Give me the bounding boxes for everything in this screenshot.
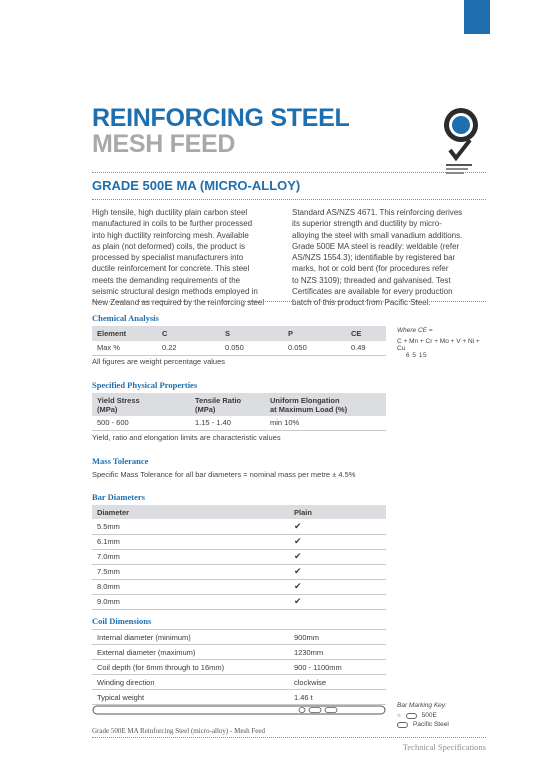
check-icon: ✔ bbox=[289, 534, 386, 549]
coil-dimensions-title: Coil Dimensions bbox=[92, 616, 152, 626]
bar-marking-key: Bar Marking Key: ○ 500E Pacific Steel bbox=[397, 702, 449, 728]
chemical-note: All figures are weight percentage values bbox=[92, 357, 225, 366]
intro-text-left: High tensile, high ductility plain carbon steel manufactured in coils to be further processed into high ductility reinforcing mesh. Available as plain (not deformed) coils, the product is processed by specialist manufacturers into ductile reinforcement for concrete. This steel meets the demanding requirements of the seismic structural design methods employed in New Zealand as required by the reinforcing steel bbox=[92, 208, 265, 308]
page-title: REINFORCING STEEL bbox=[92, 104, 350, 132]
bar-diameters-title: Bar Diameters bbox=[92, 492, 145, 502]
divider bbox=[92, 737, 486, 738]
divider bbox=[92, 199, 486, 200]
divider bbox=[92, 301, 486, 302]
oval-icon bbox=[397, 722, 408, 728]
check-icon: ✔ bbox=[289, 549, 386, 564]
certification-badge-icon bbox=[442, 106, 480, 174]
section-label: Technical Specifications bbox=[402, 742, 486, 752]
physical-properties-title: Specified Physical Properties bbox=[92, 380, 198, 390]
oval-icon bbox=[406, 713, 417, 719]
bar-diameters-table: Diameter Plain 5.5mm ✔ 6.1mm ✔ 7.0mm ✔ 7.5mm ✔ 8.0mm ✔ 9.0mm ✔ bbox=[92, 505, 386, 610]
chemical-analysis-title: Chemical Analysis bbox=[92, 313, 159, 323]
steel-bar-illustration bbox=[92, 705, 386, 715]
physical-table: Yield Stress (MPa) Tensile Ratio (MPa) Uniform Elongation at Maximum Load (%) 500 - 600 1.15 - 1.40 min 10% bbox=[92, 393, 386, 431]
footer-caption: Grade 500E MA Reinforcing Steel (micro-alloy) - Mesh Feed bbox=[92, 727, 266, 735]
mass-tolerance-text: Specific Mass Tolerance for all bar diameters = nominal mass per metre ± 4.5% bbox=[92, 470, 356, 479]
physical-note: Yield, ratio and elongation limits are characteristic values bbox=[92, 433, 281, 442]
coil-dimensions-table: Internal diameter (minimum) 900mm External diameter (maximum) 1230mm Coil depth (for 6mm through to 16mm) 900 - 1100mm Winding direction clockwise Typical weight 1.46 t bbox=[92, 629, 386, 705]
intro-text-right: Standard AS/NZS 4671. This reinforcing derives its superior strength and ductility by micro- alloying the steel with small vanadium additions. Grade 500E MA steel is readily: weldable (refer AS/NZS 1554.3); identifiable by registered bar marks, hot or cold bent (for procedures refer to NZS 3109); threaded and galvanised. Test Certificates are available for every production batch of this product from Pacific Steel. bbox=[292, 208, 463, 308]
chemical-table: Element C S P CE Max % 0.22 0.050 0.050 0.49 bbox=[92, 326, 386, 356]
check-icon: ✔ bbox=[289, 519, 386, 534]
divider bbox=[92, 172, 486, 173]
check-icon: ✔ bbox=[289, 564, 386, 579]
check-icon: ✔ bbox=[289, 594, 386, 609]
ce-formula: Where CE = C + Mn + Cr + Mo + V + Ni + Cu 6 5 15 bbox=[397, 327, 480, 359]
grade-heading: GRADE 500E MA (MICRO-ALLOY) bbox=[92, 178, 301, 193]
corner-tab bbox=[464, 0, 490, 34]
mass-tolerance-title: Mass Tolerance bbox=[92, 456, 149, 466]
page-subtitle: MESH FEED bbox=[92, 130, 236, 158]
check-icon: ✔ bbox=[289, 579, 386, 594]
